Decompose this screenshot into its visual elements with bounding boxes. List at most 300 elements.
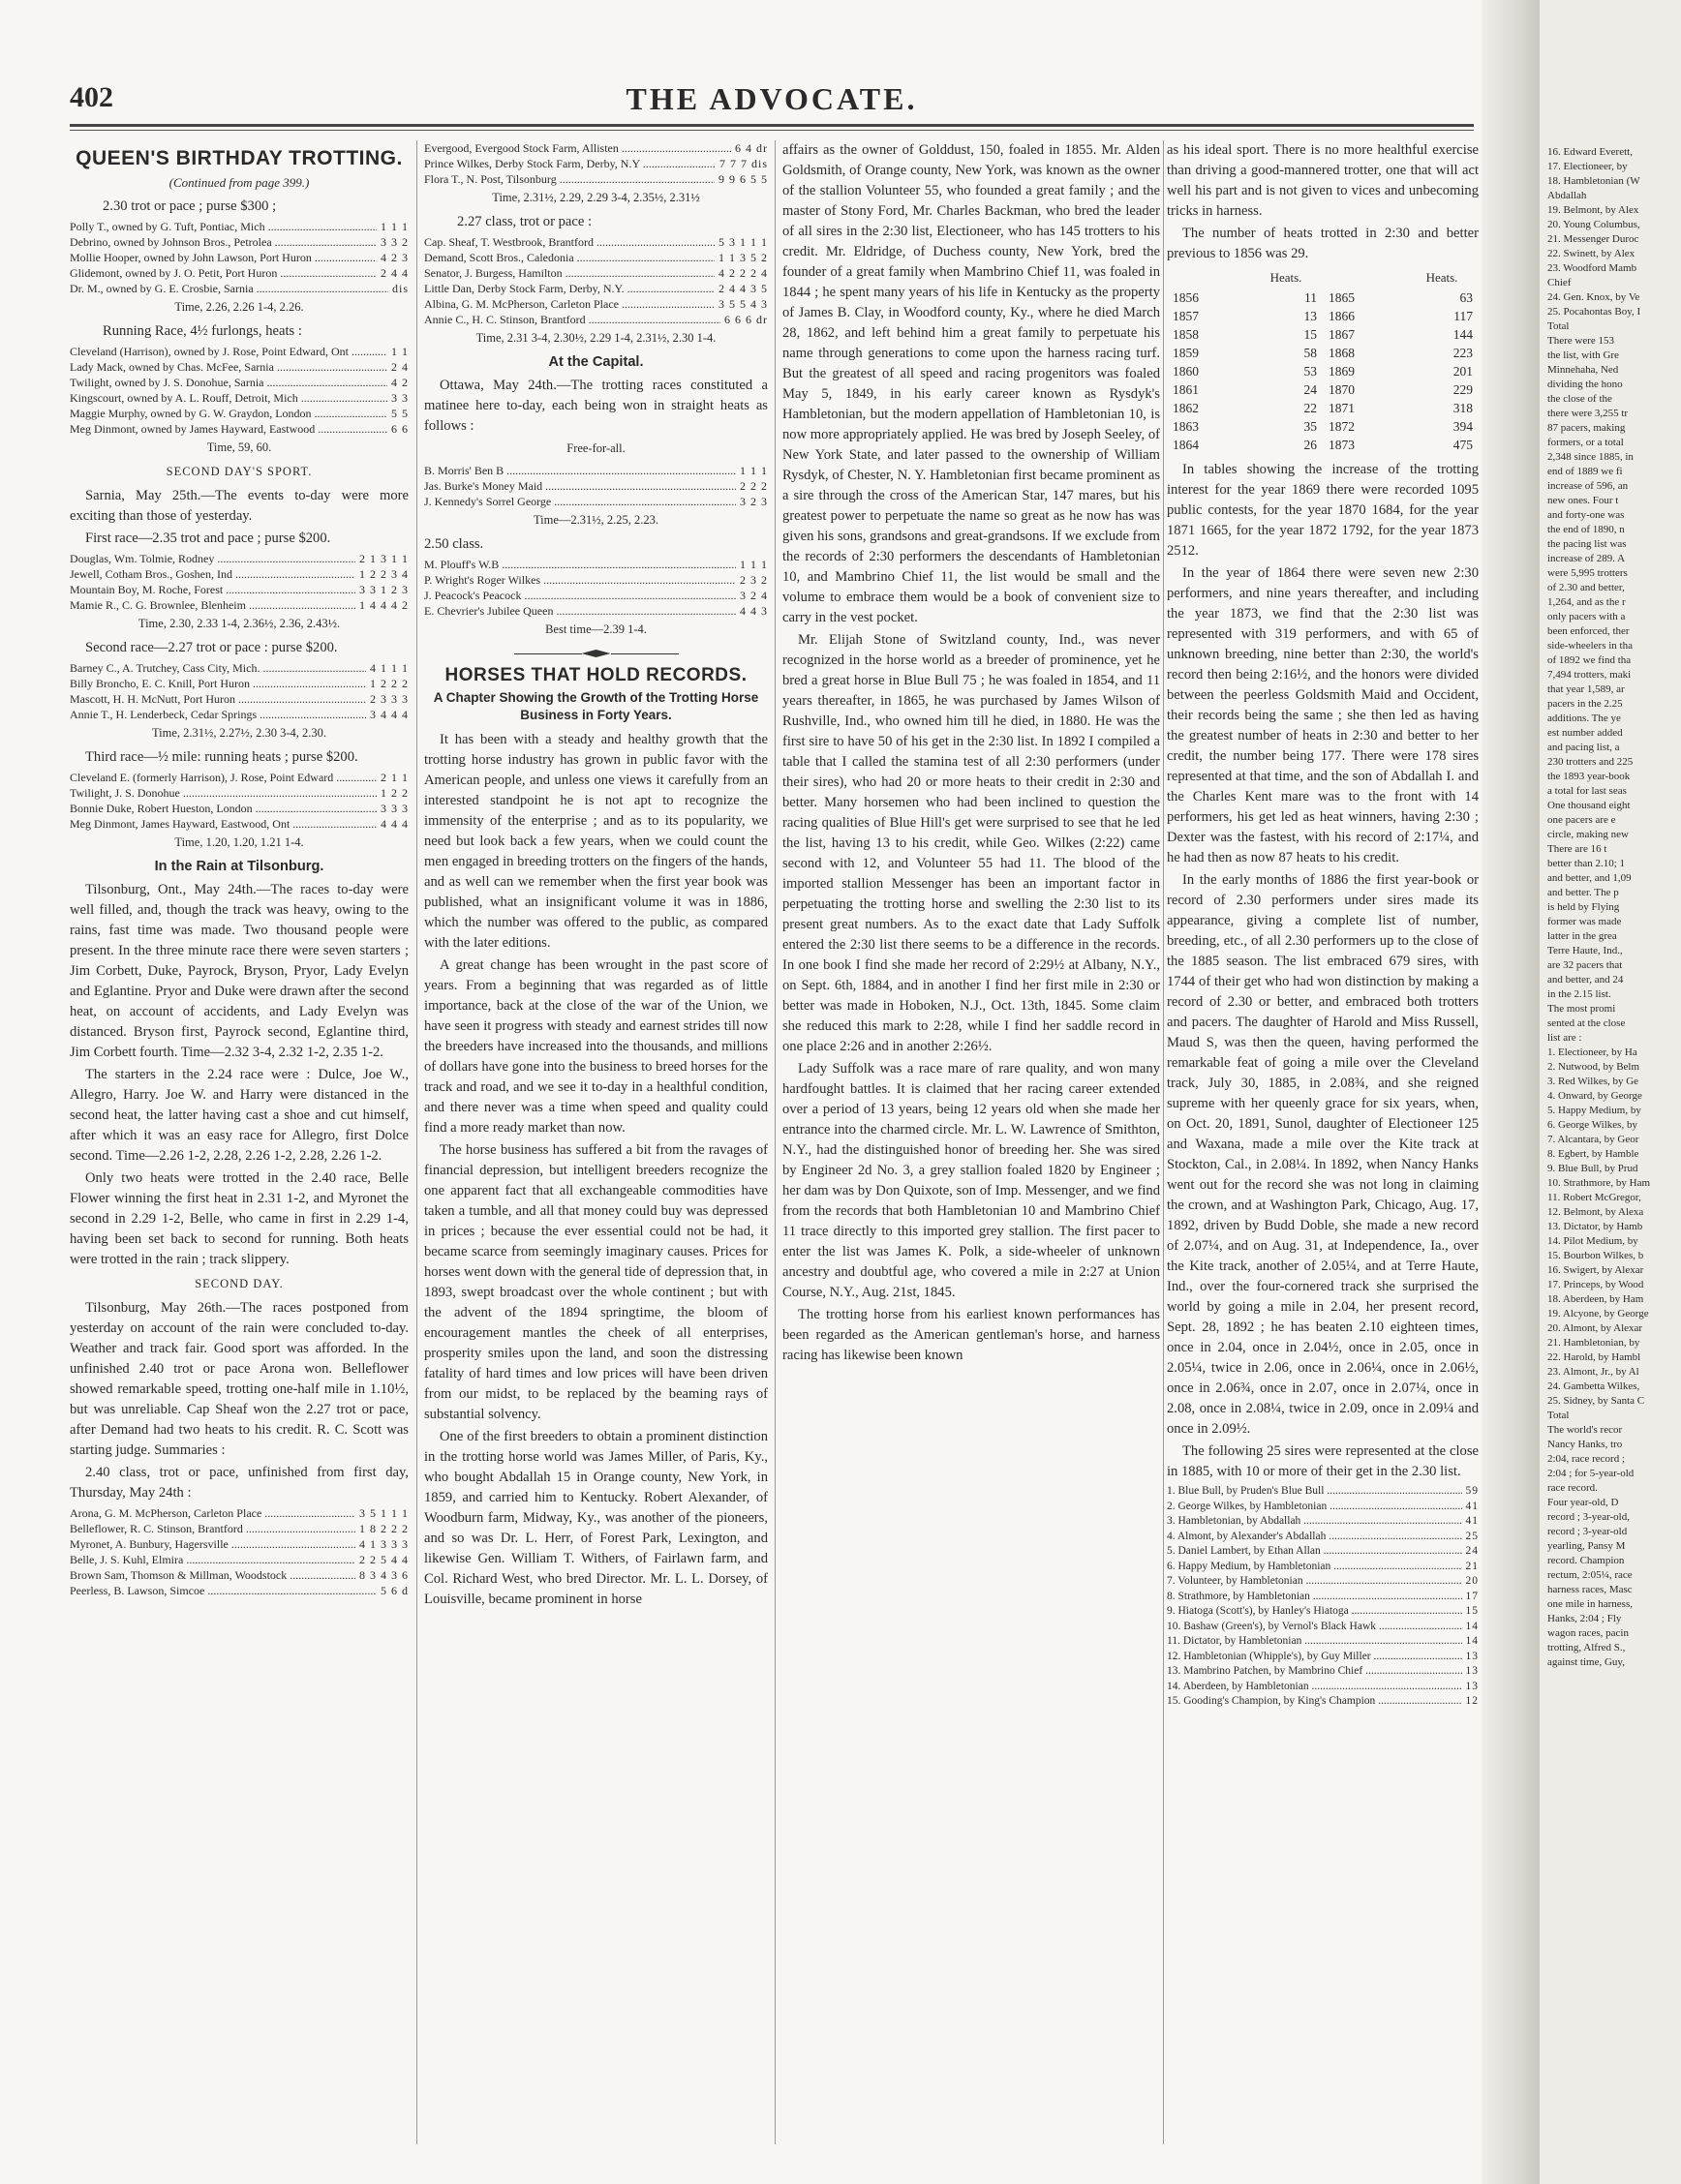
entry-result: 6 6 [391,422,409,436]
entry-result: 1 1 3 5 2 [718,251,768,264]
entry-result: 6 4 dr [735,141,768,155]
adjacent-page-line: one mile in harness, [1547,1598,1633,1610]
entry-name: Peerless, B. Lawson, Simcoe ..... [70,1583,377,1598]
adjacent-page-line: record. Champion [1547,1555,1625,1566]
entry-result: 3 5 5 4 3 [718,297,768,311]
entry-result: 20 [1465,1575,1479,1587]
heats-count: 24 [1303,382,1317,397]
adjacent-page-line: only pacers with a [1547,611,1626,622]
adjacent-page-line: circle, making new [1547,829,1629,840]
entry-row [70,785,409,801]
heats-count: 63 [1459,290,1473,305]
adjacent-page-line: the 1893 year-book [1547,771,1631,782]
adjacent-page-line: 16. Edward Everett, [1547,146,1633,158]
entry-name: Polly T., owned by G. Tuft, Pontiac, Mich ..... [70,219,377,234]
race-conditions: Second race—2.27 trot or pace : purse $200. [85,640,338,655]
adjacent-page-line: 22. Harold, by Hambl [1547,1351,1641,1363]
adjacent-page-line: 4. Onward, by George [1547,1090,1642,1102]
entry-result: 2 3 2 [740,573,768,587]
entry-name: Albina, G. M. McPherson, Carleton Place ..... [424,296,715,312]
entry-result: 2 2 5 4 4 [359,1553,409,1566]
heats-count: 144 [1452,327,1473,342]
entry-result: 24 [1465,1545,1479,1557]
heats-year: 1870 [1328,382,1355,397]
entry-result: 1 2 2 [381,786,409,800]
adjacent-page-line: better than 2.10; 1 [1547,858,1626,869]
entry-row [70,582,409,597]
race-conditions: 2.30 trot or pace ; purse $300 ; [103,198,277,214]
race-time: Time, 59, 60. [206,440,272,454]
race-time: Time, 2.31½, 2.29, 2.29 3-4, 2.35½, 2.31½ [492,191,700,204]
adjacent-page-line: 2:04 ; for 5-year-old [1547,1468,1635,1479]
adjacent-page-line: 23. Woodford Mamb [1547,262,1637,274]
adjacent-page-line: were 5,995 trotters [1547,567,1628,579]
adjacent-page-line: one pacers are e [1547,814,1616,826]
entry-name: Debrino, owned by Johnson Bros., Petrolea ..... [70,234,377,250]
heats-year: 1869 [1328,364,1355,379]
entry-row [70,406,409,421]
entry-name: Myronet, A. Bunbury, Hagersville ..... [70,1536,355,1552]
entry-name: J. Peacock's Peacock ..... [424,588,736,603]
column-divider [1163,140,1164,2144]
day-heading: SECOND DAY'S SPORT. [166,465,313,478]
entry-name: Mamie R., C. G. Brownlee, Blenheim ..... [70,597,355,613]
adjacent-page-line: been enforced, ther [1547,625,1630,637]
entry-result: 5 6 d [381,1584,409,1597]
entry-row [424,603,768,619]
entry-row [1167,1590,1479,1605]
entry-name: Mollie Hooper, owned by John Lawson, Port Huron ..... [70,250,377,265]
continued-note: (Continued from page 399.) [168,175,310,190]
heats-count: 13 [1303,309,1317,323]
entry-result: 5 5 [391,407,409,420]
entry-result: 13 [1465,1665,1479,1677]
entry-name: 15. Gooding's Champion, by King's Champion ..... [1167,1694,1462,1710]
column-divider [775,140,776,2144]
heats-year: 1858 [1173,327,1199,342]
entry-row [424,572,768,588]
heats-row [1167,344,1479,362]
adjacent-page-line: The world's recor [1547,1424,1623,1436]
entry-name: Meg Dinmont, James Hayward, Eastwood, Ont ..... [70,816,377,832]
adjacent-page-line: the end of 1890, n [1547,524,1625,535]
adjacent-page-line: race record. [1547,1482,1598,1494]
paragraph: One of the first breeders to obtain a prominent distinction in the trotting horse world was James Miller, of Paris, Ky., who bought Abdallah 15 in Orange county, New York, in 1859, and carried him to Kentucky. Robert Alexander, of Woodburn farm, Midway, Ky., was another of the pioneers, and so was Dr. L. Herr, of Forest Park, Lexington, and likewise Gen. William T. Withers, of Fairlawn farm, and Col. Richard West, who bred Director. Mr. L. L. Dorsey, of Louisville, became prominent in horse [424,1429,768,1607]
adjacent-page-line: in the 2.15 list. [1547,988,1611,1000]
heats-count: 394 [1452,419,1473,434]
entry-result: 4 4 4 [381,817,409,831]
column-3 [782,140,1160,2154]
adjacent-page-line: Terre Haute, Ind., [1547,945,1623,956]
entry-name: Demand, Scott Bros., Caledonia ..... [424,250,715,265]
entry-row [70,1521,409,1536]
adjacent-page-line: One thousand eight [1547,800,1631,811]
heats-count: 117 [1453,309,1473,323]
entry-name: Belleflower, R. C. Stinson, Brantford ..... [70,1521,355,1536]
entry-name: 1. Blue Bull, by Pruden's Blue Bull ..... [1167,1484,1462,1500]
adjacent-page-line: 25. Sidney, by Santa C [1547,1395,1645,1407]
entry-row [70,250,409,265]
adjacent-page-line: There are 16 t [1547,843,1607,855]
race-conditions: First race—2.35 trot and pace ; purse $200. [85,531,331,546]
adjacent-page-line: 20. Almont, by Alexar [1547,1322,1643,1334]
entry-row [70,421,409,437]
newspaper-title: THE ADVOCATE. [626,81,918,116]
race-summary [424,557,768,619]
heats-count: 35 [1303,419,1317,434]
paragraph: In the year of 1864 there were seven new 2:30 performers, and nine years thereafter, and including the year 1873, we find that the 2:30 list was represented with 319 performers, and with 65 of unknown breeding, nine better than 2:30, the world's record then being 2:16½, and the honors were divided between the peerless Goldsmith Maid and Occident, their records being the same ; she then led as having the greatest number of heats in 2:30 and better to her credit, the number being 177. There were 178 sires represented at that time, and the son of Abdallah I. and the Charles Kent mare was to the front with 14 performers, his get led as heat winners, having 2:30 ; Dexter was the fastest, with his record of 2:17¼, and he had then as now 87 heats to his credit. [1167,565,1479,865]
page-header [70,81,1474,116]
entry-result: 17 [1465,1590,1479,1602]
entry-result: 2 4 4 3 5 [718,282,768,295]
entry-name: 4. Almont, by Alexander's Abdallah ..... [1167,1530,1462,1545]
entry-row [70,234,409,250]
entry-result: 3 5 1 1 1 [359,1506,409,1520]
entry-result: 15 [1465,1605,1479,1617]
race-time: Time, 1.20, 1.20, 1.21 1-4. [174,835,304,849]
adjacent-page-line: 87 pacers, making [1547,422,1626,434]
entry-name: Jas. Burke's Money Maid ..... [424,478,736,494]
section-heading: At the Capital. [548,354,644,370]
adjacent-page-line: 7,494 trotters, maki [1547,669,1632,681]
entry-result: 2 2 2 [740,479,768,493]
entry-result: 6 6 6 dr [724,313,768,326]
entry-row [1167,1560,1479,1575]
entry-result: 3 3 1 2 3 [359,583,409,596]
entry-result: 3 3 [391,391,409,405]
heats-row [1167,417,1479,436]
heats-table [1167,266,1479,454]
entry-name: Meg Dinmont, owned by James Hayward, Eastwood ..... [70,421,387,437]
entry-row [70,597,409,613]
heats-year: 1857 [1173,309,1199,323]
entry-result: 1 2 2 3 4 [359,567,409,581]
entry-name: B. Morris' Ben B ..... [424,463,736,478]
entry-result: 2 3 3 3 [370,692,409,706]
paragraph: Ottawa, May 24th.—The trotting races constituted a matinee here to-day, each being won in straight heats as follows : [424,378,768,434]
entry-row [70,660,409,676]
adjacent-page-line: 14. Pilot Medium, by [1547,1235,1638,1247]
entry-result: 4 2 3 [381,251,409,264]
heats-row [1167,288,1479,307]
entry-row [1167,1544,1479,1560]
entry-name: Annie C., H. C. Stinson, Brantford ..... [424,312,720,327]
adjacent-page-line: 3. Red Wilkes, by Ge [1547,1076,1639,1087]
entry-row [424,234,768,250]
entry-row [70,344,409,359]
race-class: Free-for-all. [566,441,626,455]
heats-count: 58 [1303,346,1317,360]
entry-row [1167,1500,1479,1515]
entry-row [1167,1604,1479,1620]
adjacent-page-line: Minnehaha, Ned [1547,364,1619,376]
entry-row [1167,1514,1479,1530]
entry-result: 3 4 4 4 [370,708,409,721]
adjacent-page-line: formers, or a total [1547,437,1624,448]
entry-name: 7. Volunteer, by Hambletonian ..... [1167,1574,1462,1590]
entry-name: Prince Wilkes, Derby Stock Farm, Derby, N.Y ..... [424,156,716,171]
heats-year: 1859 [1173,346,1199,360]
entry-name: Cap. Sheaf, T. Westbrook, Brantford ..... [424,234,715,250]
adjacent-page-line: trotting, Alfred S., [1547,1642,1626,1653]
adjacent-page-line: wagon races, pacin [1547,1627,1629,1639]
heats-year: 1860 [1173,364,1199,379]
heats-year: 1856 [1173,290,1199,305]
entry-name: Lady Mack, owned by Chas. McFee, Sarnia ..... [70,359,387,375]
entry-result: 7 7 7 dis [718,157,768,170]
entry-name: Evergood, Evergood Stock Farm, Allisten ..... [424,140,731,156]
entry-result: 1 1 1 [740,558,768,571]
entry-name: Billy Broncho, E. C. Knill, Port Huron ..... [70,676,366,691]
entry-row [70,566,409,582]
paragraph: The horse business has suffered a bit from the ravages of financial depression, but intelligent breeders recognize the one apparent fact that all exchangeable commodities have taken a tumble, and all that money could buy was depressed in prices ; because the ever essential could not be had, it became scarce from seemingly imaginary causes. Prices for horses went down with the general tide of depression that, in 1893, swept broadcast over the whole continent ; but with the advent of the 1894 springtime, the bloom of encouragement mantles the cheek of all enterprises, prosperity smiles upon the land, and soon the distressing fatality of hard times and low prices will have been driven from our midst, to be replaced by the beaming rays of substantial solvency. [424,1142,768,1422]
entry-name: Cleveland E. (formerly Harrison), J. Rose, Point Edward ..... [70,770,377,785]
adjacent-page-line: est number added [1547,727,1623,739]
race-summary [70,219,409,296]
entry-result: 1 1 1 [381,220,409,233]
adjacent-page-line: 13. Dictator, by Hamb [1547,1221,1643,1232]
entry-result: 1 2 2 2 [370,677,409,690]
adjacent-page-line: a total for last seas [1547,785,1627,797]
paragraph: affairs as the owner of Golddust, 150, foaled in 1855. Mr. Alden Goldsmith, of Orange county, New York, was known as the owner of the stallion Volunteer 55, who founded a great family ; and the master of Stony Ford, Mr. Charles Backman, who bred the leader of all sires in the 2:30 list, Electioneer, who has 145 trotters to his credit. Mr. Eldridge, of Duchess county, New York, bred the founder of a great family when Mambrino Chief 11, was foaled in 1844 ; he spent many years of his life in Kentucky as the property of James B. Clay, in Woodford county, Ky., where he died March 28, 1862, and left behind him a great family to perpetuate his name through generations to come upon the harness racing turf. But the greatest of all speed and racing progenitors was foaled May 5, 1849, in his early career known as Rysdyk's Hambletonian, but the modern appellation of Hambletonian 10, is now more appropriately applied. He was bred by Joseph Seeley, of New York State, and later passed to the ownership of William Rysdyk, of Chester, N. Y. Hambletonian first became prominent as a sire through the cross of the American Star, 147 mares, but his greatest power to perpetuate the name so great as he now has was given his sons, grandsons and great-grandsons. If we exclude from the records of 2:30 performers the descendants of Hambletonian 10, and Mambrino Chief 11, the list would be small and the volume to embrace them would be a book of convenient size to carry in the vest pocket. [782,142,1160,625]
entry-name: 5. Daniel Lambert, by Ethan Allan ..... [1167,1544,1462,1560]
adjacent-page-line: Nancy Hanks, tro [1547,1439,1623,1450]
race-conditions: Running Race, 4½ furlongs, heats : [103,323,302,339]
adjacent-page-line: is held by Flying [1547,901,1620,913]
entry-row [424,140,768,156]
header-rule [70,124,1474,127]
heats-header: Heats. [1425,270,1458,285]
entry-row [424,463,768,478]
adjacent-page-line: pacers in the 2.25 [1547,698,1623,710]
race-class: 2.50 class. [424,536,484,552]
adjacent-page-line: dividing the hono [1547,379,1623,390]
adjacent-page-line: the close of the [1547,393,1612,405]
paragraph: Tilsonburg, May 26th.—The races postponed from yesterday on account of the rain were concluded to-day. Weather and track fair. Good sport was afforded. In the unfinished 2.40 trot or pace Arona won. Belleflower showed remarkable speed, trotting one-half mile in 1.10½, but was unreliable. Cap Sheaf won the 2.27 trot or pace, after Demand had two heats to his credit. R. C. Scott was starting judge. Summaries : [70,1300,409,1458]
entry-row [424,588,768,603]
adjacent-page-line: 21. Hambletonian, by [1547,1337,1640,1349]
entry-name: Annie T., H. Lenderbeck, Cedar Springs ..... [70,707,366,722]
header-rule-thin [70,130,1474,131]
entry-row [1167,1664,1479,1680]
adjacent-page-line: 5. Happy Medium, by [1547,1105,1641,1116]
adjacent-page-line: 15. Bourbon Wilkes, b [1547,1250,1644,1261]
adjacent-page-line: 25. Pocahontas Boy, I [1547,306,1641,318]
entry-row [424,281,768,296]
heats-count: 15 [1303,327,1317,342]
heats-count: 53 [1303,364,1317,379]
adjacent-page-line: 1,264, and as the r [1547,596,1626,608]
entry-result: 59 [1465,1485,1479,1497]
heats-year: 1865 [1328,290,1355,305]
entry-row [70,359,409,375]
adjacent-page-line: the list, with Gre [1547,349,1619,361]
adjacent-page-line: and better. The p [1547,887,1619,898]
heats-year: 1864 [1173,438,1199,452]
entry-name: 6. Happy Medium, by Hambletonian ..... [1167,1560,1462,1575]
heats-year: 1872 [1328,419,1355,434]
entry-row [424,478,768,494]
adjacent-page-line: 7. Alcantara, by Geor [1547,1134,1639,1145]
adjacent-page-line: Total [1547,1410,1570,1421]
race-time: Time—2.31½, 2.25, 2.23. [533,513,659,527]
entry-name: Mountain Boy, M. Roche, Forest ..... [70,582,355,597]
adjacent-page-line: 20. Young Columbus, [1547,219,1640,230]
entry-row [1167,1634,1479,1650]
entry-name: Glidemont, owned by J. O. Petit, Port Huron ..... [70,265,377,281]
entry-row [70,1567,409,1583]
heats-year: 1861 [1173,382,1199,397]
paragraph: Mr. Elijah Stone of Switzland county, Ind., was never recognized in the horse world as a breeder of prominence, yet he bred a great horse in Blue Bull 75 ; he was foaled in 1854, and 11 years thereafter, in 1865, he was purchased by James Wilson of Rushville, Ind., who owned him till he died, in 1880. He was the first sire to have 50 of his get in the 2:30 list. In 1892 I compiled a table that I called the stamina test of all 2:30 performers (under their sires), who had 20 or more heats to their credit in 2:30 and better. Many horsemen who had been inclined to question the racing qualities of Blue Hill's get were surprised to see that he led the list, having 13 to his credit, while Geo. Wilkes (2:22) came second with 12, and Volunteer 55 had 11. The blood of the imported stallion Messenger has been an important factor in perpetuating the trotting horse and swelling the 2:30 list to its present great numbers. As to the exact date that Lady Suffolk entered the 2:30 list there seems to be a difference in the records. In one book I find she made her record of 2:29½ at Albany, N.Y., on Sept. 6th, 1884, and in another I find her first mile in 2:30 or better was made in Hoboken, N.J., Oct. 13th, 1845. Some claim she reduced this mark to 2:28, while I find her saddle record in one place 2:26 and in another 2:26½. [782,632,1160,1054]
adjacent-page-line: yearling, Pansy M [1547,1540,1626,1552]
entry-name: Brown Sam, Thomson & Millman, Woodstock ..... [70,1567,355,1583]
heats-year: 1868 [1328,346,1355,360]
entry-result: 41 [1465,1500,1479,1512]
entry-name: Little Dan, Derby Stock Farm, Derby, N.Y. ..... [424,281,715,296]
entry-name: Senator, J. Burgess, Hamilton ..... [424,265,715,281]
paragraph: The number of heats trotted in 2:30 and better previous to 1856 was 29. [1167,226,1479,261]
adjacent-page-line: 19. Alcyone, by George [1547,1308,1649,1320]
race-summary [70,770,409,832]
adjacent-page-line: Chief [1547,277,1572,288]
adjacent-page-line: latter in the grea [1547,930,1617,942]
entry-name: Jewell, Cotham Bros., Goshen, Ind ..... [70,566,355,582]
heats-year: 1862 [1173,401,1199,415]
adjacent-page-line: record ; 3-year-old [1547,1526,1628,1537]
adjacent-page-line: 9. Blue Bull, by Prud [1547,1163,1638,1174]
adjacent-page-line: and better, and 1,09 [1547,872,1632,884]
adjacent-page-line: 10. Strathmore, by Ham [1547,1177,1651,1189]
entry-result: 1 4 4 4 2 [359,598,409,612]
adjacent-page-text [1547,145,1681,1670]
sires-list [1167,1484,1479,1710]
entry-name: P. Wright's Roger Wilkes ..... [424,572,736,588]
entry-row [1167,1484,1479,1500]
entry-name: E. Chevrier's Jubilee Queen ..... [424,603,736,619]
entry-result: 3 2 3 [740,495,768,508]
adjacent-page-line: against time, Guy, [1547,1656,1625,1668]
entry-result: 41 [1465,1515,1479,1527]
entry-result: 8 3 4 3 6 [359,1568,409,1582]
race-conditions: Third race—½ mile: running heats ; purse $200. [85,749,358,765]
entry-result: 1 1 [391,345,409,358]
adjacent-page-line: 2. Nutwood, by Belm [1547,1061,1640,1073]
adjacent-page-line: Hanks, 2:04 ; Fly [1547,1613,1622,1624]
adjacent-page-line: 17. Electioneer, by [1547,161,1628,172]
entry-row [70,676,409,691]
heats-row [1167,399,1479,417]
race-summary [70,551,409,613]
adjacent-page-line: 8. Egbert, by Hamble [1547,1148,1639,1160]
heats-year: 1863 [1173,419,1199,434]
entry-name: Dr. M., owned by G. E. Crosbie, Sarnia ..... [70,281,388,296]
heats-count: 22 [1303,401,1317,415]
adjacent-page-line: and better, and 24 [1547,974,1624,986]
entry-name: Arona, G. M. McPherson, Carleton Place ..... [70,1505,355,1521]
entry-row [424,494,768,509]
race-conditions: 2.27 class, trot or pace : [457,214,593,229]
entry-row [70,1552,409,1567]
adjacent-page-line: record ; 3-year-old, [1547,1511,1630,1523]
adjacent-page-line: end of 1889 we fi [1547,466,1623,477]
entry-name: J. Kennedy's Sorrel George ..... [424,494,736,509]
adjacent-page-line: and pacing list, a [1547,742,1620,753]
adjacent-page-line: 12. Belmont, by Alexa [1547,1206,1644,1218]
entry-result: 4 2 2 2 4 [718,266,768,280]
column-4 [1167,140,1479,2154]
entry-result: 5 3 1 1 1 [718,235,768,249]
entry-result: 3 3 2 [381,235,409,249]
paragraph: It has been with a steady and healthy growth that the trotting horse industry has grown in public favor with the American people, and unless one views it carefully from an interested standpoint he is not apt to recognize the immensity of the enterprise ; and as to its popularity, we need but look back a few years, when we could count the men engaged in breeding trotters on the fingers of the hands, and as well can we remember when the first year book was published, what an insignificant volume it was in 1886, which the number was offered to the public, as compared with the later editions. [424,732,768,951]
heats-count: 223 [1452,346,1473,360]
adjacent-page-line: 16. Swigert, by Alexar [1547,1264,1644,1276]
adjacent-page-line: 19. Belmont, by Alex [1547,204,1639,216]
entry-name: Belle, J. S. Kuhl, Elmira ..... [70,1552,355,1567]
entry-result: 25 [1465,1530,1479,1542]
adjacent-page-line: 17. Princeps, by Wood [1547,1279,1644,1290]
entry-row [70,1583,409,1598]
adjacent-page-line: former was made [1547,916,1622,927]
entry-result: 13 [1465,1650,1479,1662]
adjacent-page-line: 1. Electioneer, by Ha [1547,1046,1637,1058]
entry-result: 1 1 1 [740,464,768,477]
entry-result: 2 4 [391,360,409,374]
day-heading: SECOND DAY. [195,1277,284,1290]
article-headline: HORSES THAT HOLD RECORDS. [444,665,748,685]
entry-result: 4 2 [391,376,409,389]
entry-name: Cleveland (Harrison), owned by J. Rose, Point Edward, Ont ..... [70,344,387,359]
entry-result: 12 [1465,1695,1479,1707]
adjacent-page-line: there were 3,255 tr [1547,408,1629,419]
race-summary [70,1505,409,1598]
race-time: Time, 2.31 3-4, 2.30½, 2.29 1-4, 2.31½, 2.30 1-4. [475,331,717,345]
entry-name: 2. George Wilkes, by Hambletonian ..... [1167,1500,1462,1515]
adjacent-page-line: of 1892 we find tha [1547,654,1632,666]
race-time: Best time—2.39 1-4. [545,622,647,636]
paragraph: In the early months of 1886 the first year-book or record of 2.30 performers under sires made its appearance, giving a complete list of number, breeding, etc., of all 2.30 performers up to the close of the 1885 season. The list embraced 679 sires, with 1744 of their get who had won distinction by making a record of 2.30 or better, and embraced both trotters and pacers. The daughter of Harold and Miss Russell, Maud S, was then the queen, having performed the remarkable feat of going a mile over the Cleveland track, July 30, 1885, in 2.08¾, and she reigned supreme with her queenly grace for six years, when, on Oct. 20, 1891, Sunol, daughter of Electioneer 125 and Waxana, made a mile over the Kite track at Stockton, Cal., in 2.08¼. In 1892, when Nancy Hanks went out for the record she was not long in claiming the crown, and at Washington Park, Chicago, Aug. 17, 1892, driven by Budd Doble, she made a new record of 2.07¼, and on Aug. 31, at Independence, Ia., over the Kite track, another of 2.05¼, and at Terre Haute, Ind., over the four-cornered track she surprised the world by going a mile in 2.04, her present record, Sept. 28, 1892 ; he has beaten 2.10 eighteen times, once in 2.04, once in 2.04½, once in 2.05, once in 2.05¼, twice in 2.06, once in 2.06¼, once in 2.06½, once in 2.06¾, once in 2.07, once in 2.07¼, once in 2.08, once in 2.08¼, twice in 2.09, once in 2.09¼ and once in 2.09½. [1167,872,1479,1437]
entry-row [424,557,768,572]
race-time: Time, 2.26, 2.26 1-4, 2.26. [174,300,304,314]
entry-name: 3. Hambletonian, by Abdallah ..... [1167,1514,1462,1530]
adjacent-page-line: sented at the close [1547,1017,1626,1029]
race-summary [424,140,768,187]
heats-count: 26 [1303,438,1317,452]
adjacent-page-line: 2:04, race record ; [1547,1453,1626,1465]
adjacent-page-line: 2,348 since 1885, in [1547,451,1634,463]
paragraph: In tables showing the increase of the trotting interest for the year 1869 there were recorded 1095 public contests, for the year 1870 1684, for the year 1871 1665, for the year 1872 1792, for the year 1873 2512. [1167,462,1479,559]
adjacent-page-line: Total [1547,320,1570,332]
entry-name: 14. Aberdeen, by Hambletonian ..... [1167,1680,1462,1695]
adjacent-page-line: that year 1,589, ar [1547,683,1625,695]
entry-row [424,171,768,187]
adjacent-page-line: of 2.30 and better, [1547,582,1625,593]
entry-row [70,219,409,234]
heats-count: 229 [1452,382,1473,397]
heats-row [1167,380,1479,399]
adjacent-page-line: 18. Hambletonian (W [1547,175,1640,187]
entry-name: Flora T., N. Post, Tilsonburg ..... [424,171,715,187]
adjacent-page-line: 24. Gen. Knox, by Ve [1547,291,1640,303]
heats-year: 1873 [1328,438,1355,452]
paragraph: as his ideal sport. There is no more healthful exercise than driving a good-mannered trotter, one that will act well his part and is not given to vices and unbecoming tricks in harness. [1167,142,1479,219]
page-number: 402 [70,81,113,113]
entry-name: 11. Dictator, by Hambletonian ..... [1167,1634,1462,1650]
entry-result: dis [391,282,409,295]
adjacent-page-line: new ones. Four t [1547,495,1619,506]
entry-row [70,707,409,722]
section-heading: In the Rain at Tilsonburg. [154,859,324,874]
article-headline: QUEEN'S BIRTHDAY TROTTING. [76,147,403,169]
